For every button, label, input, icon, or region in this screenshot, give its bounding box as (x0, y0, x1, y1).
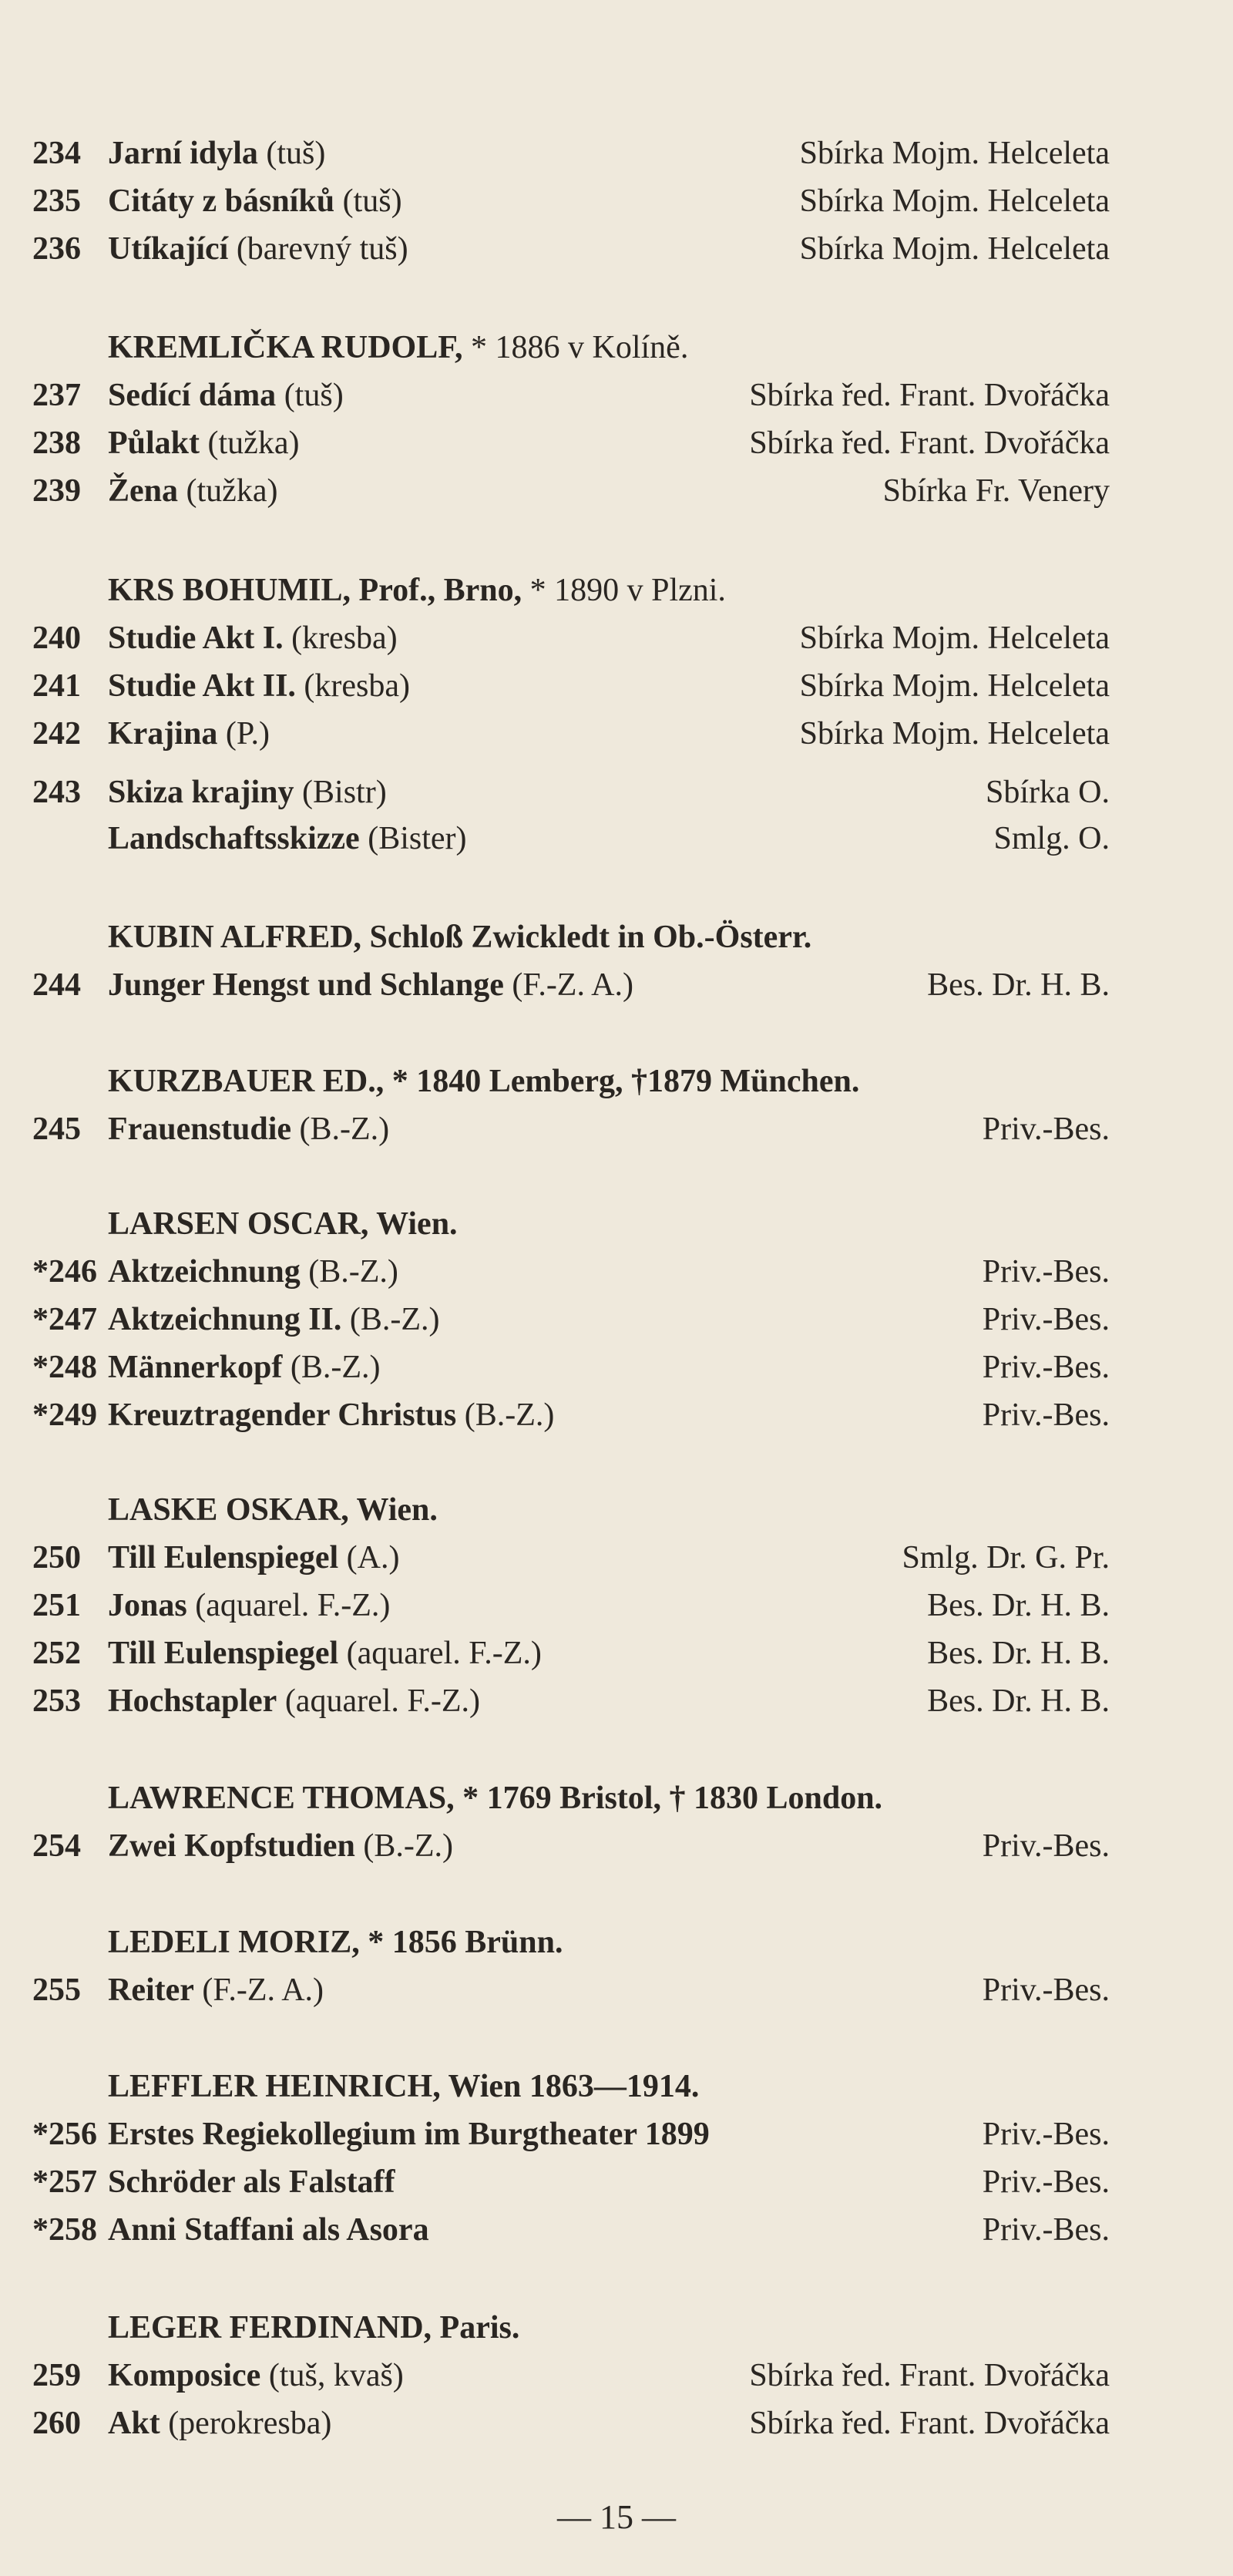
entry-number: *246 (32, 1254, 97, 1290)
entry-number: 241 (32, 668, 81, 704)
entry-number: 245 (32, 1111, 81, 1147)
entry-number: 236 (32, 231, 81, 267)
catalog-entry (0, 1248, 1233, 1296)
artist-heading: KRS BOHUMIL, Prof., Brno, * 1890 v Plzni. (108, 573, 726, 608)
entry-number: 250 (32, 1540, 81, 1576)
catalog-entry (0, 614, 1233, 662)
entry-title: Schröder als Falstaff (108, 2164, 395, 2200)
entry-number: 252 (32, 1636, 81, 1671)
entry-source: Sbírka řed. Frant. Dvořáčka (749, 2406, 1110, 2441)
entry-title: Kreuztragender Christus (B.-Z.) (108, 1397, 555, 1433)
artist-heading: KUBIN ALFRED, Schloß Zwickledt in Ob.-Österr. (108, 920, 812, 955)
entry-source: Smlg. Dr. G. Pr. (902, 1540, 1110, 1576)
entry-source: Sbírka řed. Frant. Dvořáčka (749, 2358, 1110, 2393)
entry-title: Junger Hengst und Schlange (F.-Z. A.) (108, 967, 633, 1003)
entry-source: Sbírka Mojm. Helceleta (799, 183, 1110, 219)
catalog-entry (0, 1105, 1233, 1153)
entry-title: Till Eulenspiegel (aquarel. F.-Z.) (108, 1636, 542, 1671)
catalog-entry (0, 710, 1233, 758)
entry-title: Aktzeichnung II. (B.-Z.) (108, 1302, 440, 1337)
entry-source: Sbírka řed. Frant. Dvořáčka (749, 425, 1110, 461)
entry-number: 242 (32, 716, 81, 752)
entry-source: Sbírka Fr. Venery (882, 473, 1110, 509)
entry-source: Bes. Dr. H. B. (927, 967, 1110, 1003)
entry-title: Žena (tužka) (108, 473, 278, 509)
catalog-entry (0, 662, 1233, 710)
catalog-entry (0, 2158, 1233, 2206)
entry-title: Jonas (aquarel. F.-Z.) (108, 1588, 391, 1623)
entry-source: Bes. Dr. H. B. (927, 1683, 1110, 1719)
entry-title: Skiza krajiny (Bistr) (108, 775, 387, 810)
catalog-entry (0, 1391, 1233, 1439)
entry-number: 244 (32, 967, 81, 1003)
entry-number: *258 (32, 2212, 97, 2248)
entry-source: Sbírka Mojm. Helceleta (799, 136, 1110, 171)
artist-heading: KREMLIČKA RUDOLF, * 1886 v Kolíně. (108, 330, 689, 365)
entry-number: 259 (32, 2358, 81, 2393)
entry-number: *256 (32, 2117, 97, 2152)
catalog-entry (0, 1296, 1233, 1343)
catalog-entry (0, 1582, 1233, 1629)
entry-number: 251 (32, 1588, 81, 1623)
entry-number: *248 (32, 1350, 97, 1385)
entry-source: Bes. Dr. H. B. (927, 1588, 1110, 1623)
catalog-entry (0, 768, 1233, 816)
entry-title: Půlakt (tužka) (108, 425, 300, 461)
entry-source: Priv.-Bes. (982, 1302, 1110, 1337)
entry-source: Priv.-Bes. (982, 2212, 1110, 2248)
catalog-entry (0, 1677, 1233, 1725)
entry-source: Priv.-Bes. (982, 1350, 1110, 1385)
catalog-entry (0, 961, 1233, 1009)
artist-heading: LEGER FERDINAND, Paris. (108, 2310, 520, 2346)
entry-title: Anni Staffani als Asora (108, 2212, 429, 2248)
entry-source: Priv.-Bes. (982, 1828, 1110, 1864)
entry-title: Komposice (tuš, kvaš) (108, 2358, 404, 2393)
catalog-entry (0, 225, 1233, 273)
entry-source: Priv.-Bes. (982, 1972, 1110, 2008)
entry-title: Utíkající (barevný tuš) (108, 231, 408, 267)
entry-number: 243 (32, 775, 81, 810)
entry-number: 237 (32, 378, 81, 413)
catalog-entry (0, 372, 1233, 419)
entry-number: *257 (32, 2164, 97, 2200)
entry-title: Zwei Kopfstudien (B.-Z.) (108, 1828, 454, 1864)
entry-source: Priv.-Bes. (982, 2164, 1110, 2200)
entry-title: Erstes Regiekollegium im Burgtheater 1899 (108, 2117, 710, 2152)
entry-title: Jarní idyla (tuš) (108, 136, 326, 171)
entry-number: *249 (32, 1397, 97, 1433)
catalog-entry (0, 177, 1233, 225)
catalog-entry (0, 129, 1233, 177)
entry-source: Priv.-Bes. (982, 1254, 1110, 1290)
entry-title: Studie Akt I. (kresba) (108, 620, 398, 656)
catalog-entry (0, 2352, 1233, 2399)
artist-heading: LEFFLER HEINRICH, Wien 1863—1914. (108, 2069, 700, 2104)
entry-number: 238 (32, 425, 81, 461)
entry-number: 254 (32, 1828, 81, 1864)
entry-source: Sbírka Mojm. Helceleta (799, 668, 1110, 704)
catalog-entry (0, 1629, 1233, 1677)
artist-heading: LASKE OSKAR, Wien. (108, 1492, 438, 1528)
entry-source: Sbírka Mojm. Helceleta (799, 620, 1110, 656)
entry-source: Priv.-Bes. (982, 2117, 1110, 2152)
entry-number: 255 (32, 1972, 81, 2008)
catalog-entry (0, 1822, 1233, 1870)
entry-number: 253 (32, 1683, 81, 1719)
catalog-entry (0, 2110, 1233, 2158)
page-number: — 15 — (557, 2498, 676, 2536)
entry-title: Männerkopf (B.-Z.) (108, 1350, 381, 1385)
entry-source: Sbírka Mojm. Helceleta (799, 231, 1110, 267)
entry-source: Sbírka Mojm. Helceleta (799, 716, 1110, 752)
entry-source: Sbírka O. (986, 775, 1110, 810)
entry-title: Till Eulenspiegel (A.) (108, 1540, 400, 1576)
entry-number: 235 (32, 183, 81, 219)
entry-number: 240 (32, 620, 81, 656)
entry-title: Krajina (P.) (108, 716, 270, 752)
entry-title: Akt (perokresba) (108, 2406, 332, 2441)
entry-source: Bes. Dr. H. B. (927, 1636, 1110, 1671)
catalog-entry (0, 2206, 1233, 2254)
artist-heading: LEDELI MORIZ, * 1856 Brünn. (108, 1925, 563, 1960)
entry-title: Studie Akt II. (kresba) (108, 668, 411, 704)
entry-source: Priv.-Bes. (982, 1111, 1110, 1147)
catalog-entry (0, 419, 1233, 467)
catalog-entry (0, 1966, 1233, 2014)
entry-source: Sbírka řed. Frant. Dvořáčka (749, 378, 1110, 413)
artist-heading: LARSEN OSCAR, Wien. (108, 1206, 458, 1242)
catalog-entry (0, 1343, 1233, 1391)
entry-title: Sedící dáma (tuš) (108, 378, 344, 413)
entry-source: Smlg. O. (993, 821, 1110, 856)
entry-title: Aktzeichnung (B.-Z.) (108, 1254, 398, 1290)
catalog-entry (0, 2399, 1233, 2447)
entry-number: *247 (32, 1302, 97, 1337)
artist-heading: KURZBAUER ED., * 1840 Lemberg, †1879 München. (108, 1064, 860, 1099)
entry-title: Citáty z básníků (tuš) (108, 183, 402, 219)
entry-title: Landschaftsskizze (Bister) (108, 821, 467, 856)
entry-source: Priv.-Bes. (982, 1397, 1110, 1433)
entry-title: Frauenstudie (B.-Z.) (108, 1111, 390, 1147)
entry-number: 234 (32, 136, 81, 171)
entry-title: Hochstapler (aquarel. F.-Z.) (108, 1683, 481, 1719)
catalog-entry (0, 467, 1233, 515)
entry-number: 239 (32, 473, 81, 509)
artist-heading: LAWRENCE THOMAS, * 1769 Bristol, † 1830 London. (108, 1781, 883, 1816)
catalog-entry (0, 1534, 1233, 1582)
catalog-entry (0, 815, 1233, 863)
entry-title: Reiter (F.-Z. A.) (108, 1972, 324, 2008)
entry-number: 260 (32, 2406, 81, 2441)
